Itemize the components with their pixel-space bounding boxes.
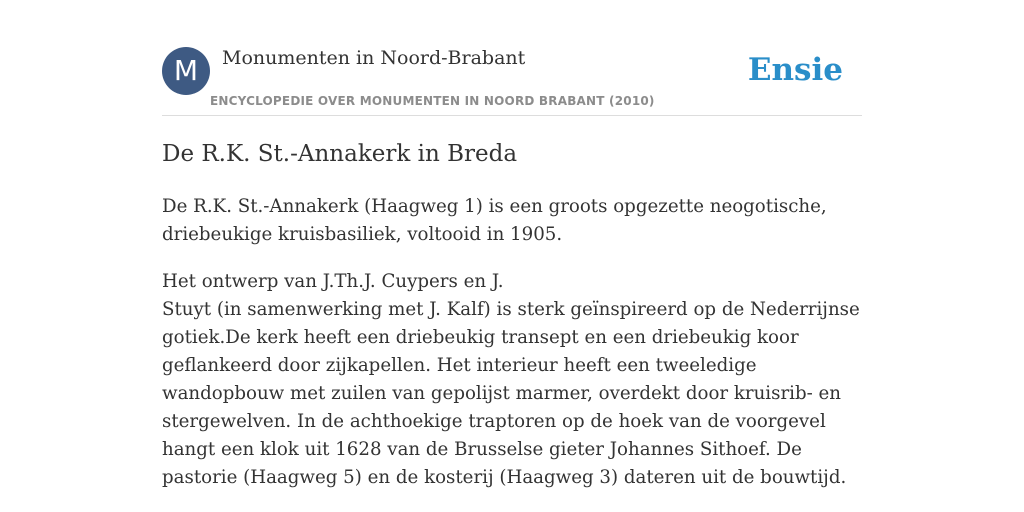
source-title-link[interactable]: Monumenten in Noord-Brabant — [222, 47, 526, 69]
ensie-logo-link[interactable]: Ensie — [747, 52, 843, 88]
article-content — [162, 139, 862, 511]
article-paragraph: De R.K. St.-Annakerk (Haagweg 1) is een groots opgezette neogotische, driebeukige kruisbasiliek, voltooid in 1905. — [162, 196, 827, 245]
avatar[interactable]: M — [162, 47, 210, 95]
article-paragraph: Het ontwerp van J.Th.J. Cuypers en J. — [162, 271, 504, 292]
header-divider — [162, 115, 862, 116]
article-paragraph: Stuyt (in samenwerking met J. Kalf) is sterk geïnspireerd op de Nederrijnse gotiek.De kerk heeft een driebeukig transept en een driebeukig koor geflankeerd door zijkapellen. Het interieur heeft een tweeledige wandopbouw met zuilen van gepolijst marmer, overdekt door kruisrib- en stergewelven. In de achthoekige traptoren op de hoek van de voorgevel hangt een klok uit 1628 van de Brusselse gieter Johannes Sithoef. De pastorie (Haagweg 5) en de kosterij (Haagweg 3) dateren uit de bouwtijd. — [162, 299, 860, 488]
source-subtitle: ENCYCLOPEDIE OVER MONUMENTEN IN NOORD BRABANT (2010) — [210, 94, 655, 108]
article-title: De R.K. St.-Annakerk in Breda — [162, 141, 518, 167]
